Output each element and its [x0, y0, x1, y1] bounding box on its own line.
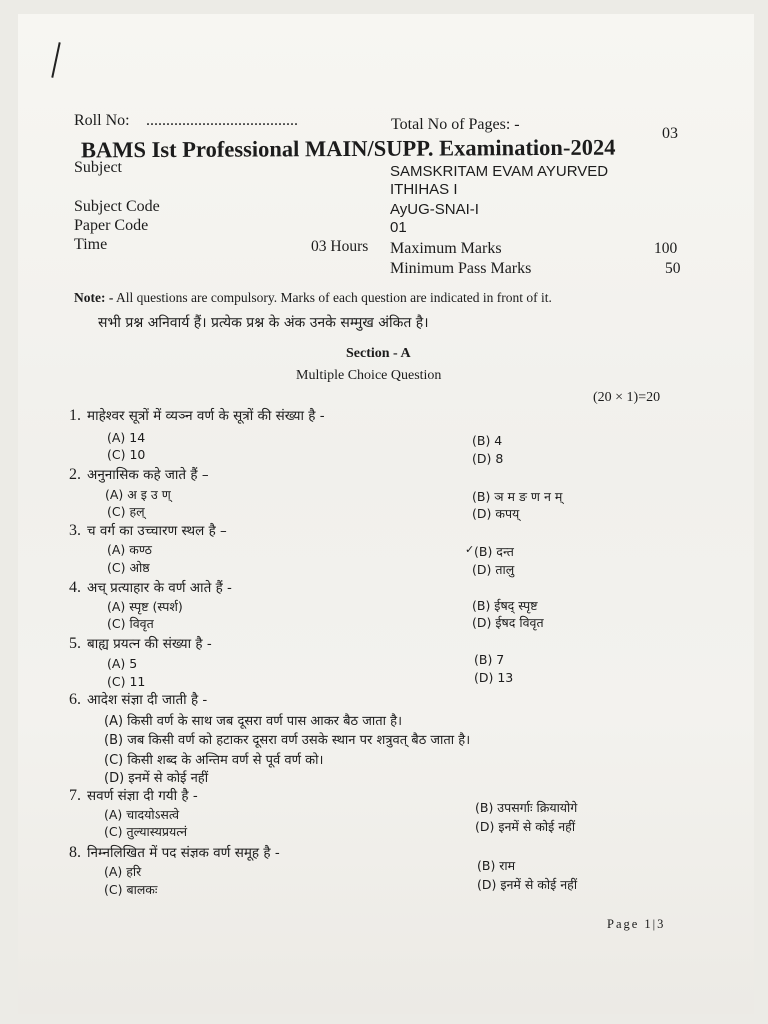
q4-option-b: (B) ईषद् स्पृष्ट	[472, 598, 538, 613]
question-8	[69, 843, 280, 862]
q7-option-d: (D) इनमें से कोई नहीं	[475, 819, 576, 834]
q3-option-c: (C) ओष्ठ	[107, 560, 150, 575]
q1-option-c: (C) 10	[107, 447, 146, 462]
question-1	[69, 406, 325, 425]
question-number: 1.	[69, 407, 81, 424]
time-value: 03 Hours	[311, 238, 369, 255]
question-6	[69, 690, 207, 709]
subject-value-line1: SAMSKRITAM EVAM AYURVED	[390, 163, 609, 180]
q5-option-c: (C) 11	[107, 674, 146, 689]
page-number: Page 1|3	[607, 917, 666, 931]
q5-option-d: (D) 13	[474, 670, 514, 685]
q8-option-c: (C) बालकः	[104, 882, 158, 897]
question-number: 8.	[69, 844, 81, 861]
q6-option-c: (C) किसी शब्द के अन्तिम वर्ण से पूर्व वर्ण को।	[104, 753, 324, 768]
question-text: बाह्य प्रयत्न की संख्या है -	[87, 636, 212, 652]
q5-option-a: (A) 5	[107, 656, 138, 671]
q3-option-d: (D) तालु	[472, 562, 515, 577]
q1-option-b: (B) 4	[472, 433, 503, 448]
subject-label: Subject	[74, 159, 122, 176]
check-mark-icon: ✓	[465, 543, 475, 556]
q8-option-d: (D) इनमें से कोई नहीं	[477, 877, 578, 892]
q5-option-b: (B) 7	[474, 652, 505, 667]
q2-option-a: (A) अ इ उ ण्	[105, 487, 171, 502]
question-number: 5.	[69, 635, 81, 652]
question-text: माहेश्वर सूत्रों में व्यञ्न वर्ण के सूत्रों की संख्या है -	[87, 408, 325, 424]
question-number: 2.	[69, 466, 81, 483]
q7-option-a: (A) चादयोऽसत्वे	[104, 807, 180, 822]
question-7	[69, 786, 198, 805]
question-3	[69, 521, 227, 540]
section-title: Section - A	[346, 346, 411, 361]
subject-code-value: AyUG-SNAI-I	[390, 201, 479, 218]
subject-code-label: Subject Code	[74, 198, 160, 215]
question-text: च वर्ग का उच्चारण स्थल है –	[87, 523, 227, 539]
total-pages-value: 03	[662, 125, 678, 142]
q4-option-c: (C) विवृत	[107, 616, 154, 631]
note-english	[74, 290, 552, 306]
question-number: 7.	[69, 787, 81, 804]
question-text: सवर्ण संज्ञा दी गयी है -	[87, 788, 198, 804]
roll-no-label: Roll No:	[74, 112, 130, 129]
note-hindi: सभी प्रश्न अनिवार्य हैं। प्रत्येक प्रश्न के अंक उनके सम्मुख अंकित है।	[98, 315, 429, 331]
question-number: 4.	[69, 579, 81, 596]
q1-option-a: (A) 14	[107, 430, 146, 445]
q8-option-a: (A) हरि	[104, 864, 142, 879]
q3-option-a: (A) कण्ठ	[107, 542, 152, 557]
min-marks-value: 50	[665, 260, 681, 277]
total-pages-label: Total No of Pages: -	[391, 116, 520, 133]
q2-option-b: (B) ञ म ङ ण न म्	[472, 489, 563, 504]
question-number: 6.	[69, 691, 81, 708]
question-5	[69, 634, 212, 653]
question-number: 3.	[69, 522, 81, 539]
exam-title: BAMS Ist Professional MAIN/SUPP. Examination-2024	[80, 134, 616, 163]
q1-option-d: (D) 8	[472, 451, 504, 466]
q6-option-d: (D) इनमें से कोई नहीं	[104, 771, 209, 786]
paper-code-label: Paper Code	[74, 217, 149, 234]
subject-value-line2: ITHIHAS I	[390, 181, 458, 198]
note-english-text: All questions are compulsory. Marks of each question are indicated in front of it.	[116, 290, 552, 305]
question-text: अच् प्रत्याहार के वर्ण आते हैं -	[87, 580, 232, 596]
roll-no-dots: ......................................	[146, 112, 298, 129]
q3-option-b: (B) दन्त	[474, 544, 514, 559]
question-4	[69, 578, 232, 597]
time-label: Time	[74, 236, 108, 253]
paper-code-value: 01	[390, 219, 407, 236]
q7-option-b: (B) उपसर्गाः क्रियायोगे	[475, 800, 578, 815]
question-text: अनुनासिक कहे जाते हैं –	[87, 467, 209, 483]
q6-option-a: (A) किसी वर्ण के साथ जब दूसरा वर्ण पास आकर बैठ जाता है।	[104, 714, 402, 729]
question-text: आदेश संज्ञा दी जाती है -	[87, 692, 208, 708]
max-marks-label: Maximum Marks	[390, 240, 502, 257]
q7-option-c: (C) तुल्यास्यप्रयत्नं	[104, 824, 188, 839]
q4-option-d: (D) ईषद विवृत	[472, 615, 544, 630]
section-subtitle: Multiple Choice Question	[296, 368, 442, 383]
note-label: Note: -	[74, 290, 114, 305]
question-text: निम्नलिखित में पद संज्ञक वर्ण समूह है -	[87, 845, 280, 861]
q4-option-a: (A) स्पृष्ट (स्पर्श)	[107, 599, 183, 614]
max-marks-value: 100	[654, 240, 678, 257]
q2-option-c: (C) हल्	[107, 504, 145, 519]
min-marks-label: Minimum Pass Marks	[390, 260, 532, 277]
question-2	[69, 465, 209, 484]
section-marks: (20 × 1)=20	[593, 390, 661, 405]
q6-option-b: (B) जब किसी वर्ण को हटाकर दूसरा वर्ण उसके स्थान पर शत्रुवत् बैठ जाता है।	[104, 733, 471, 748]
q8-option-b: (B) राम	[477, 858, 516, 873]
q2-option-d: (D) कपय्	[472, 506, 520, 521]
